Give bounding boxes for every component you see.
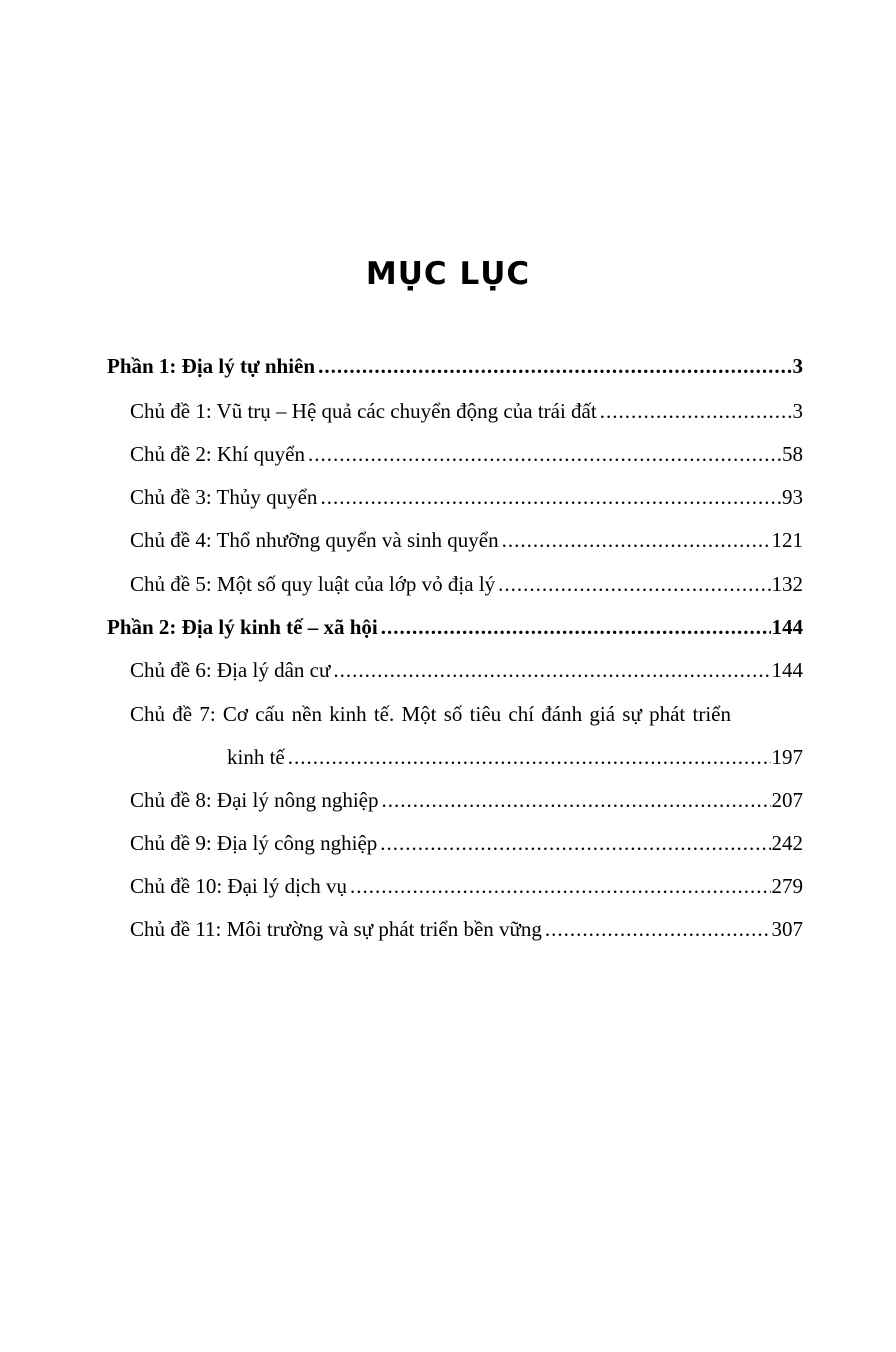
toc-topic-1[interactable]	[130, 395, 803, 427]
toc-entry-label: Chủ đề 10: Đại lý dịch vụ	[130, 874, 347, 898]
toc-topic-9[interactable]	[130, 827, 803, 859]
leader-dots	[381, 611, 771, 643]
toc-entry-label: Chủ đề 9: Địa lý công nghiệp	[130, 831, 378, 855]
toc-entry-page: 242	[771, 831, 803, 855]
leader-dots	[600, 395, 792, 427]
toc-topic-3[interactable]	[130, 481, 803, 513]
toc-topic-5[interactable]	[130, 568, 803, 600]
toc-entry-label: Phần 2: Địa lý kinh tế – xã hội	[107, 615, 378, 639]
toc-entry-label: Chủ đề 2: Khí quyển	[130, 442, 305, 466]
leader-dots	[498, 568, 770, 600]
toc-entry-label: Chủ đề 5: Một số quy luật của lớp vỏ địa lý	[130, 572, 496, 596]
leader-dots	[545, 913, 771, 945]
leader-dots	[320, 481, 781, 513]
toc-entry-page: 3	[792, 399, 803, 423]
leader-dots	[350, 870, 771, 902]
toc-topic-8[interactable]	[130, 784, 803, 816]
leader-dots	[380, 827, 770, 859]
leader-dots	[333, 654, 770, 686]
page-title: MỤC LỤC	[365, 256, 531, 292]
toc-entry-page: 121	[771, 528, 803, 552]
toc-topic-6[interactable]	[130, 654, 803, 686]
leader-dots	[318, 350, 791, 382]
toc-topic-10[interactable]	[130, 870, 803, 902]
toc-entry-label: kinh tế	[227, 745, 285, 769]
toc-entry-page: 58	[782, 442, 803, 466]
toc-entry-page: 307	[771, 917, 803, 941]
toc-entry-page: 207	[771, 788, 803, 812]
toc-topic-7[interactable]	[227, 741, 803, 773]
toc-entry-label: Chủ đề 3: Thủy quyển	[130, 485, 318, 509]
leader-dots	[502, 524, 771, 556]
toc-topic-4[interactable]	[130, 524, 803, 556]
toc-entry-page: 3	[792, 354, 803, 378]
toc-topic-2[interactable]	[130, 438, 803, 470]
leader-dots	[308, 438, 781, 470]
leader-dots	[288, 741, 771, 773]
toc-entry-page: 93	[782, 485, 803, 509]
toc-entry-page: 279	[771, 874, 803, 898]
toc-part-2[interactable]	[107, 611, 803, 643]
toc-entry-page: 132	[771, 572, 803, 596]
toc-entry-label: Chủ đề 1: Vũ trụ – Hệ quả các chuyển động của trái đất	[130, 399, 597, 423]
toc-entry-label: Chủ đề 6: Địa lý dân cư	[130, 658, 331, 682]
toc-entry-label: Chủ đề 8: Đại lý nông nghiệp	[130, 788, 379, 812]
toc-entry-page: 144	[771, 615, 803, 639]
toc-topic-11[interactable]	[130, 913, 803, 945]
toc-entry-label: Chủ đề 11: Môi trường và sự phát triển bền vững	[130, 917, 542, 941]
toc-entry-page: 144	[771, 658, 803, 682]
toc-entry-page: 197	[771, 745, 803, 769]
toc-entry-label: Phần 1: Địa lý tự nhiên	[107, 354, 316, 378]
leader-dots	[381, 784, 770, 816]
toc-part-1[interactable]	[107, 350, 803, 382]
toc-entry-label: Chủ đề 4: Thổ nhưỡng quyển và sinh quyển	[130, 528, 499, 552]
toc-topic-7-line1[interactable]: Chủ đề 7: Cơ cấu nền kinh tế. Một số tiêu chí đánh giá sự phát triển	[130, 702, 731, 726]
